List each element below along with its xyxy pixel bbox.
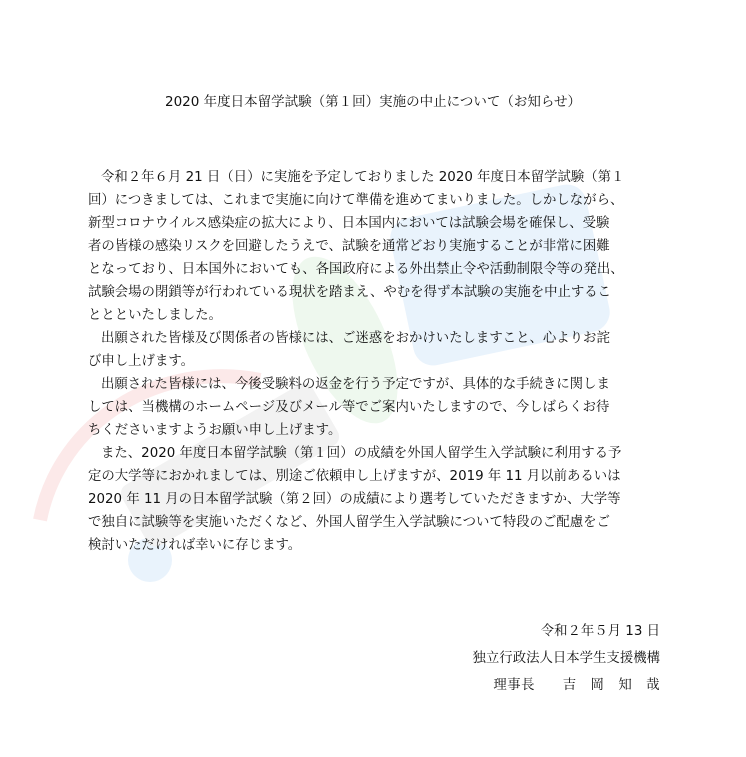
document-body: [88, 166, 668, 557]
signature-name: 理事長 吉 岡 知 哉: [493, 678, 660, 693]
page-title: 2020 年度日本留学試験（第１回）実施の中止について（お知らせ）: [165, 94, 581, 110]
body-line: 検討いただければ幸いに存じます。: [88, 538, 302, 553]
body-line: 令和２年６月 21 日（日）に実施を予定しておりました 2020 年度日本留学試験（第１: [101, 170, 625, 185]
body-line: 者の皆様の感染リスクを回避したうえで、試験を通常どおり実施することが非常に困難: [88, 239, 610, 254]
body-line: となっており、日本国外においても、各国政府による外出禁止令や活動制限令等の発出、: [88, 262, 624, 277]
body-line: 新型コロナウイルス感染症の拡大により、日本国内においては試験会場を確保し、受験: [88, 216, 610, 231]
body-line: 定の大学等におかれましては、別途ご依頼申し上げますが、2019 年 11 月以前あるいは: [88, 469, 621, 484]
body-line: しては、当機構のホームページ及びメール等でご案内いたしますので、今しばらくお待: [88, 400, 610, 415]
body-line: 回）につきましては、これまで実施に向けて準備を進めてまいりました。しかしながら、: [88, 193, 624, 208]
body-line: で独自に試験等を実施いただくなど、外国人留学生入学試験について特段のご配慮をご: [88, 515, 610, 530]
body-line: 試験会場の閉鎖等が行われている現状を踏まえ、やむを得ず本試験の実施を中止するこ: [88, 285, 612, 300]
body-line: び申し上げます。: [88, 354, 195, 369]
signature-organization: 独立行政法人日本学生支援機構: [472, 651, 660, 666]
body-line: 出願された皆様には、今後受験料の返金を行う予定ですが、具体的な手続きに関しま: [101, 377, 610, 392]
signature-block: [473, 618, 660, 699]
body-line: また、2020 年度日本留学試験（第１回）の成績を外国人留学生入学試験に利用する予: [101, 446, 622, 461]
body-line: ととといたしました。: [88, 308, 222, 323]
signature-date: 令和２年５月 13 日: [540, 624, 660, 639]
body-line: 2020 年 11 月の日本留学試験（第２回）の成績により選考していただきますか、大学等: [88, 492, 621, 507]
body-line: 出願された皆様及び関係者の皆様には、ご迷惑をおかけいたしますこと、心よりお詫: [101, 331, 610, 346]
body-line: ちくださいますようお願い申し上げます。: [88, 423, 342, 438]
